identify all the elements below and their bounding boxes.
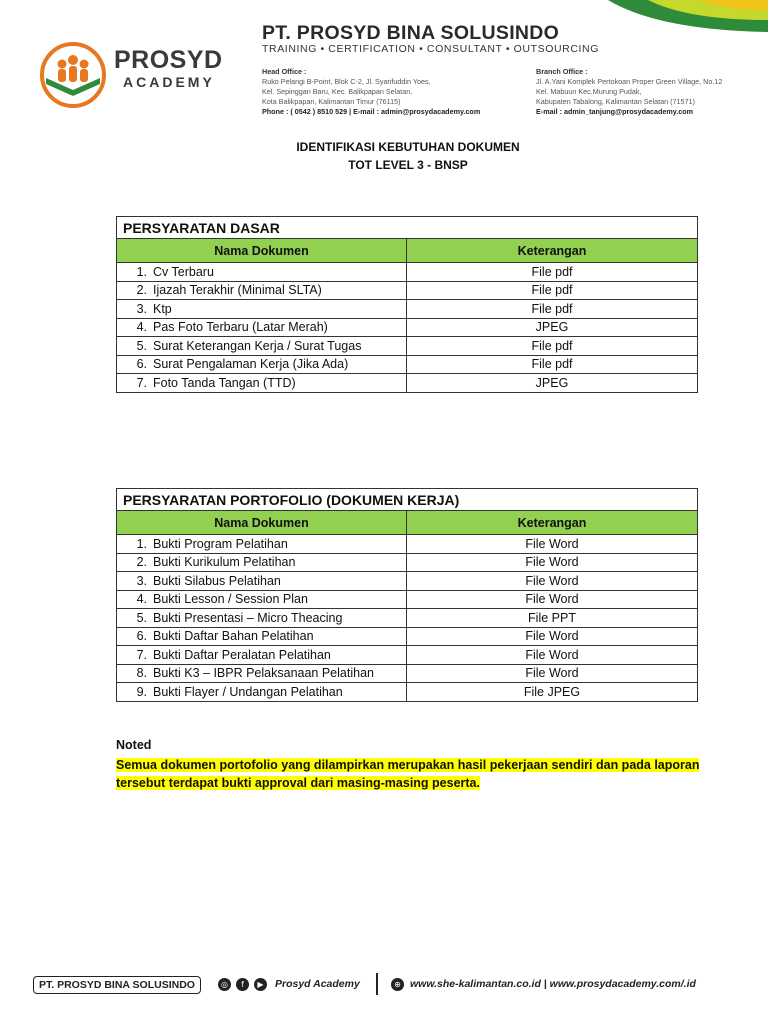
company-title: PT. PROSYD BINA SOLUSINDO [262,22,560,44]
document-format: File Word [407,627,698,646]
facebook-icon[interactable]: f [236,978,249,991]
head-office-line: Kota Balikpapan, Kalimantan Timur (76115) [262,97,401,106]
basic-requirements-table [116,216,698,393]
logo-emblem-icon [38,40,108,110]
branch-office-address [536,67,722,117]
brand-subtitle: ACADEMY [123,74,215,90]
document-format: File Word [407,646,698,665]
table-row [117,355,698,374]
document-name: Surat Pengalaman Kerja (Jika Ada) [153,357,349,372]
row-number: 7. [136,375,147,390]
footer [0,970,768,1000]
table-row [117,627,698,646]
head-office-address [262,67,480,117]
row-number: 6. [136,629,147,644]
note-highlighted-text: Semua dokumen portofolio yang dilampirkan merupakan hasil pekerjaan sendiri dan pada laporan tersebut terdapat bukti approval dari masing-masing peserta. [116,758,700,790]
document-name: Foto Tanda Tangan (TTD) [153,375,296,390]
document-format: File Word [407,572,698,591]
document-name: Bukti Flayer / Undangan Pelatihan [153,684,343,699]
row-number: 2. [136,555,147,570]
table-row [117,683,698,702]
footer-social-name[interactable]: Prosyd Academy [275,978,360,990]
table-row [117,300,698,319]
row-number: 1. [136,536,147,551]
branch-office-contact: E-mail : admin_tanjung@prosydacademy.com [536,107,694,116]
document-subtitle: TOT LEVEL 3 - BNSP [348,158,468,172]
table-row [117,572,698,591]
row-number: 2. [136,283,147,298]
row-number: 4. [136,592,147,607]
company-tagline: TRAINING • CERTIFICATION • CONSULTANT • OUTSOURCING [262,43,600,55]
document-format: File Word [407,535,698,554]
document-format: File pdf [407,281,698,300]
row-number: 3. [136,573,147,588]
table-row [117,664,698,683]
document-name: Bukti Kurikulum Pelatihan [153,555,296,570]
document-name: Ktp [153,301,172,316]
document-title: IDENTIFIKASI KEBUTUHAN DOKUMEN [296,140,520,154]
globe-icon: ⊕ [391,978,404,991]
row-number: 1. [136,264,147,279]
instagram-icon[interactable]: ◎ [218,978,231,991]
prosyd-academy-logo [38,40,238,110]
youtube-icon[interactable]: ▶ [254,978,267,991]
column-header-name: Nama Dokumen [117,511,407,535]
document-format: File pdf [407,300,698,319]
portfolio-requirements-table [116,488,698,702]
row-number: 9. [136,684,147,699]
row-number: 4. [136,320,147,335]
table-row [117,590,698,609]
table-row [117,374,698,393]
document-name: Bukti Daftar Bahan Pelatihan [153,629,314,644]
section-title: PERSYARATAN DASAR [117,217,698,239]
table-row [117,535,698,554]
document-name: Bukti K3 – IBPR Pelaksanaan Pelatihan [153,666,374,681]
note-text-container [116,756,716,792]
head-office-line: Kel. Sepinggan Baru, Kec. Balikpapan Selatan, [262,87,413,96]
footer-divider [376,973,378,995]
branch-office-line: Kabupaten Tabalong, Kalimantan Selatan (71571) [536,97,695,106]
document-format: File pdf [407,263,698,282]
document-format: JPEG [407,318,698,337]
row-number: 8. [136,666,147,681]
brand-name: PROSYD [114,46,223,74]
footer-websites[interactable]: www.she-kalimantan.co.id | www.prosydacademy.com/.id [410,978,696,990]
column-header-info: Keterangan [407,239,698,263]
table-row [117,281,698,300]
head-office-title: Head Office : [262,67,307,76]
table-row [117,263,698,282]
row-number: 7. [136,647,147,662]
document-name: Cv Terbaru [153,264,214,279]
row-number: 5. [136,338,147,353]
document-name: Ijazah Terakhir (Minimal SLTA) [153,283,322,298]
note-label: Noted [116,738,152,752]
column-header-name: Nama Dokumen [117,239,407,263]
header-corner-decoration [568,0,768,40]
document-name: Pas Foto Terbaru (Latar Merah) [153,320,328,335]
row-number: 5. [136,610,147,625]
branch-office-line: Jl. A.Yani Komplek Pertokoan Proper Green Village, No.12 [536,77,723,86]
document-format: JPEG [407,374,698,393]
footer-company-name: PT. PROSYD BINA SOLUSINDO [33,976,201,994]
document-name: Bukti Presentasi – Micro Theacing [153,610,343,625]
row-number: 6. [136,357,147,372]
column-header-info: Keterangan [407,511,698,535]
table-row [117,318,698,337]
table-row [117,646,698,665]
document-name: Bukti Lesson / Session Plan [153,592,308,607]
table-row [117,609,698,628]
table-row [117,337,698,356]
document-name: Bukti Silabus Pelatihan [153,573,281,588]
section-title: PERSYARATAN PORTOFOLIO (DOKUMEN KERJA) [117,489,698,511]
document-format: File JPEG [407,683,698,702]
document-format: File Word [407,590,698,609]
document-format: File PPT [407,609,698,628]
document-format: File Word [407,664,698,683]
branch-office-title: Branch Office : [536,67,588,76]
table-row [117,553,698,572]
document-format: File pdf [407,337,698,356]
head-office-contact: Phone : ( 0542 ) 8510 529 | E-mail : admin@prosydacademy.com [262,107,481,116]
document-name: Bukti Daftar Peralatan Pelatihan [153,647,331,662]
branch-office-line: Kel. Mabuun Kec.Murung Pudak, [536,87,642,96]
row-number: 3. [136,301,147,316]
document-format: File Word [407,553,698,572]
document-name: Surat Keterangan Kerja / Surat Tugas [153,338,362,353]
document-name: Bukti Program Pelatihan [153,536,288,551]
head-office-line: Ruko Pelangi B-Point, Blok C-2, Jl. Syarifuddin Yoes, [262,77,431,86]
document-format: File pdf [407,355,698,374]
